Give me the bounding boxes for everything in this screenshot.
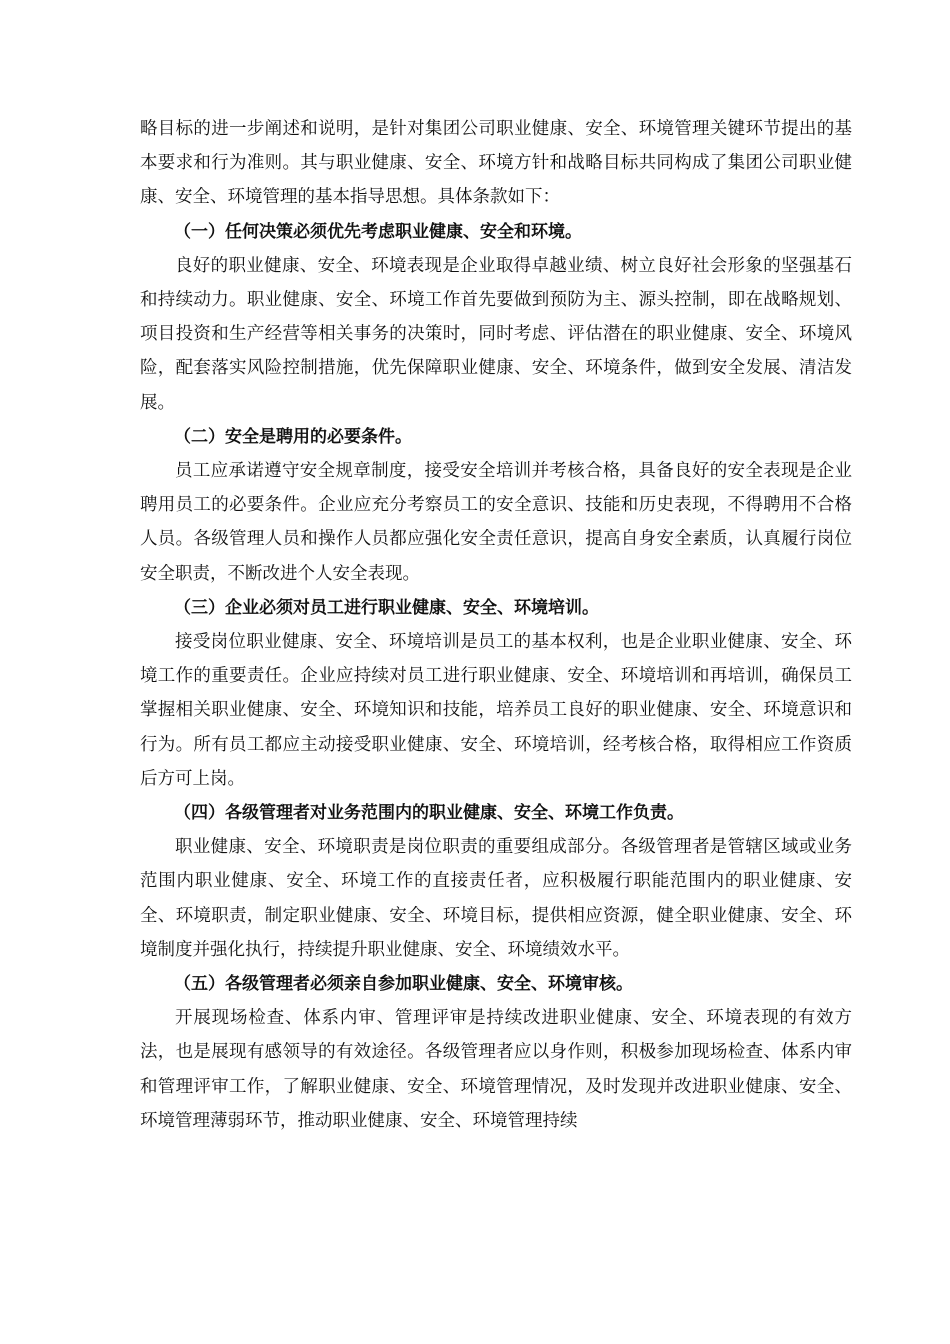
section-heading-3: （三）企业必须对员工进行职业健康、安全、环境培训。 (174, 597, 599, 618)
section-paragraph-3: 接受岗位职业健康、安全、环境培训是员工的基本权利，也是企业职业健康、安全、环境工作的重要责任。企业应持续对员工进行职业健康、安全、环境培训和再培训，确保员工掌握相关职业健康、安全、环境知识和技能，培养员工良好的职业健康、安全、环境意识和行为。所有员工都应主动接受职业健康、安全、环境培训，经考核合格，取得相应工作资质后方可上岗。 (140, 632, 852, 789)
document-body (140, 112, 852, 1138)
section-heading-1: （一）任何决策必须优先考虑职业健康、安全和环境。 (174, 221, 582, 242)
section-heading-5: （五）各级管理者必须亲自参加职业健康、安全、环境审核。 (174, 974, 633, 995)
section-heading-4: （四）各级管理者对业务范围内的职业健康、安全、环境工作负责。 (174, 803, 684, 824)
section-paragraph-4: 职业健康、安全、环境职责是岗位职责的重要组成部分。各级管理者是管辖区域或业务范围内职业健康、安全、环境工作的直接责任者，应积极履行职能范围内的职业健康、安全、环境职责，制定职业健康、安全、环境目标，提供相应资源，健全职业健康、安全、环境制度并强化执行，持续提升职业健康、安全、环境绩效水平。 (140, 837, 852, 960)
section-paragraph-2: 员工应承诺遵守安全规章制度，接受安全培训并考核合格，具备良好的安全表现是企业聘用员工的必要条件。企业应充分考察员工的安全意识、技能和历史表现，不得聘用不合格人员。各级管理人员和操作人员都应强化安全责任意识，提高自身安全素质，认真履行岗位安全职责，不断改进个人安全表现。 (140, 461, 852, 584)
section-heading-2: （二）安全是聘用的必要条件。 (174, 426, 412, 447)
continuation-paragraph: 略目标的进一步阐述和说明，是针对集团公司职业健康、安全、环境管理关键环节提出的基本要求和行为准则。其与职业健康、安全、环境方针和战略目标共同构成了集团公司职业健康、安全、环境管理的基本指导思想。具体条款如下： (140, 119, 852, 208)
section-paragraph-5: 开展现场检查、体系内审、管理评审是持续改进职业健康、安全、环境表现的有效方法，也是展现有感领导的有效途径。各级管理者应以身作则，积极参加现场检查、体系内审和管理评审工作，了解职业健康、安全、环境管理情况，及时发现并改进职业健康、安全、环境管理薄弱环节，推动职业健康、安全、环境管理持续 (140, 1008, 852, 1131)
section-paragraph-1: 良好的职业健康、安全、环境表现是企业取得卓越业绩、树立良好社会形象的坚强基石和持续动力。职业健康、安全、环境工作首先要做到预防为主、源头控制，即在战略规划、项目投资和生产经营等相关事务的决策时，同时考虑、评估潜在的职业健康、安全、环境风险，配套落实风险控制措施，优先保障职业健康、安全、环境条件，做到安全发展、清洁发展。 (140, 255, 852, 413)
